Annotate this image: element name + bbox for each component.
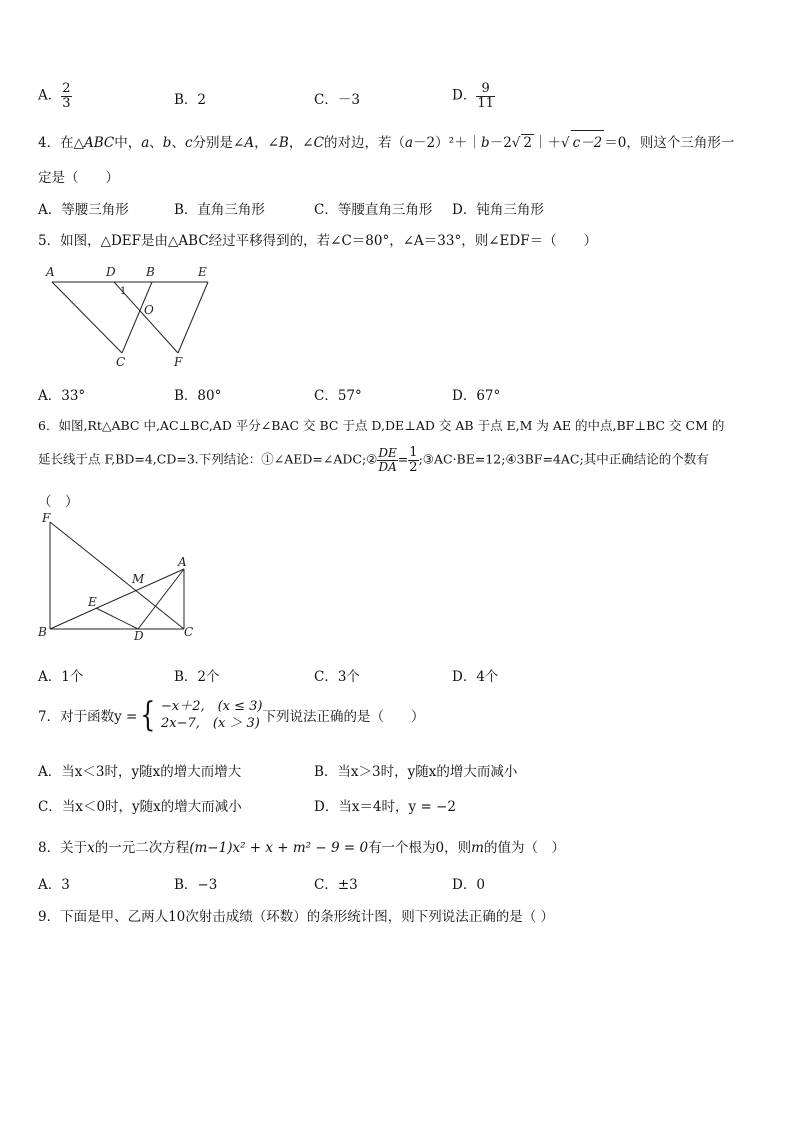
q7-option-a[interactable]: A．当x＜3时，y随x的增大而增大: [38, 764, 242, 780]
q7-stem: 7．对于函数y ={ −x＋2, (x ≤ 3) 2x−7, (x ＞ 3) 下列说法正确的是（ ）: [38, 695, 425, 735]
q8-option-b[interactable]: B．−3: [174, 877, 218, 893]
q3-option-d[interactable]: D． $\frac{9}{11}$: [452, 81, 494, 111]
q3-option-c[interactable]: C．－3: [314, 92, 360, 108]
q7-option-c[interactable]: C．当x＜0时，y随x的增大而减小: [38, 799, 242, 815]
q4-option-a[interactable]: A．等腰三角形: [38, 202, 129, 218]
q5-label-c: C: [116, 355, 126, 369]
q6-option-a[interactable]: A．1个: [38, 669, 84, 685]
q4-option-c[interactable]: C．等腰直角三角形: [314, 202, 433, 218]
q6-fraction-de-da: $\frac{DE}{DA}$: [378, 446, 397, 474]
q6-line-ba: [50, 569, 184, 629]
q4-stem: 4．在△ABC中，a、b、c分别是∠A，∠B，∠C的对边，若（a－2）²＋｜b－2√ 2 ｜＋√ c－2 ＝0，则这个三角形一: [38, 130, 734, 151]
q6-stem-line3: （ ）: [38, 494, 79, 510]
q5-option-c[interactable]: C．57°: [314, 388, 362, 404]
q5-label-e: E: [198, 265, 207, 279]
q5-label-angle-1: 1: [120, 286, 127, 297]
q3-option-b[interactable]: B．2: [174, 92, 207, 108]
q6-option-d[interactable]: D．4个: [452, 669, 499, 685]
q4-sqrt-expression: c－2: [571, 130, 605, 151]
q6-line-fc: [50, 522, 184, 629]
q8-option-a[interactable]: A．3: [38, 877, 70, 893]
q6-label-e: E: [88, 595, 97, 609]
q9-stem: 9．下面是甲、乙两人10次射击成绩（环数）的条形统计图，则下列说法正确的是（ ）: [38, 909, 555, 925]
q8-option-c[interactable]: C．±3: [314, 877, 358, 893]
q6-line-da: [138, 569, 184, 629]
q6-line-ed: [96, 608, 138, 629]
q7-option-b[interactable]: B．当x＞3时，y随x的增大而减小: [314, 764, 518, 780]
q4-sqrt-2: 2: [523, 135, 532, 151]
q6-right-triangle-figure: [34, 508, 204, 642]
q4-stem-line2: 定是（ ）: [38, 170, 119, 186]
q6-label-d: D: [134, 629, 144, 642]
q3-options: [38, 78, 758, 118]
q6-label-m: M: [132, 572, 145, 586]
q7-option-d[interactable]: D．当x＝4时，y = −2: [314, 799, 456, 815]
q6-label-f: F: [42, 511, 51, 525]
q7-brace-icon: {: [140, 695, 156, 735]
q5-label-o: O: [144, 303, 154, 317]
q5-translation-figure: [38, 262, 218, 370]
q6-options: [38, 665, 758, 689]
q8-option-d[interactable]: D．0: [452, 877, 485, 893]
q5-line-fe: [178, 282, 208, 353]
q8-options: [38, 873, 758, 897]
q5-option-b[interactable]: B．80°: [174, 388, 222, 404]
q4-option-d[interactable]: D．钝角三角形: [452, 202, 544, 218]
q4-option-b[interactable]: B．直角三角形: [174, 202, 265, 218]
q7-options-row2: [38, 795, 758, 819]
q6-label-b: B: [38, 625, 47, 639]
q8-equation: (m−1)x² + x + m² − 9 = 0: [189, 840, 369, 856]
q7-options-row1: [38, 760, 758, 784]
q5-stem: 5．如图，△DEF是由△ABC经过平移得到的，若∠C＝80°，∠A＝33°，则∠EDF＝（ ）: [38, 233, 598, 249]
q5-options: [38, 384, 758, 408]
q4-options: [38, 198, 758, 222]
q3-option-a[interactable]: A． $\frac{2}{3}$: [38, 81, 71, 111]
q6-option-c[interactable]: C．3个: [314, 669, 360, 685]
q6-label-c: C: [184, 625, 194, 639]
q5-line-cb: [122, 282, 152, 353]
q5-label-f: F: [174, 355, 183, 369]
q5-label-a: A: [46, 265, 55, 279]
q6-option-b[interactable]: B．2个: [174, 669, 220, 685]
q6-fraction-half: $\frac{1}{2}$: [409, 445, 418, 475]
q7-piecewise: −x＋2, (x ≤ 3) 2x−7, (x ＞ 3): [160, 699, 263, 731]
q5-option-a[interactable]: A．33°: [38, 388, 86, 404]
q5-line-ac: [52, 282, 122, 353]
q5-label-d: D: [106, 265, 116, 279]
q5-option-d[interactable]: D．67°: [452, 388, 501, 404]
q8-stem: 8．关于x的一元二次方程(m−1)x² + x + m² − 9 = 0有一个根为0，则m的值为（ ）: [38, 840, 565, 856]
q6-stem-line1: 6．如图,Rt△ABC 中,AC⊥BC,AD 平分∠BAC 交 BC 于点 D,DE⊥AD 交 AB 于点 E,M 为 AE 的中点,BF⊥BC 交 CM 的: [38, 418, 725, 433]
q3-option-a-fraction: $\frac{2}{3}$: [62, 81, 71, 111]
q5-label-b: B: [146, 265, 155, 279]
q3-option-d-fraction: $\frac{9}{11}$: [477, 81, 494, 111]
q6-stem-line2: 延长线于点 F,BD=4,CD=3.下列结论：①∠AED=∠ADC;② $\frac{DE}{DA}$ = $\frac{1}{2}$ ;③AC·BE=12;④3BF=4AC;其中正确结论的个数有: [38, 445, 709, 475]
q6-label-a: A: [178, 555, 187, 569]
